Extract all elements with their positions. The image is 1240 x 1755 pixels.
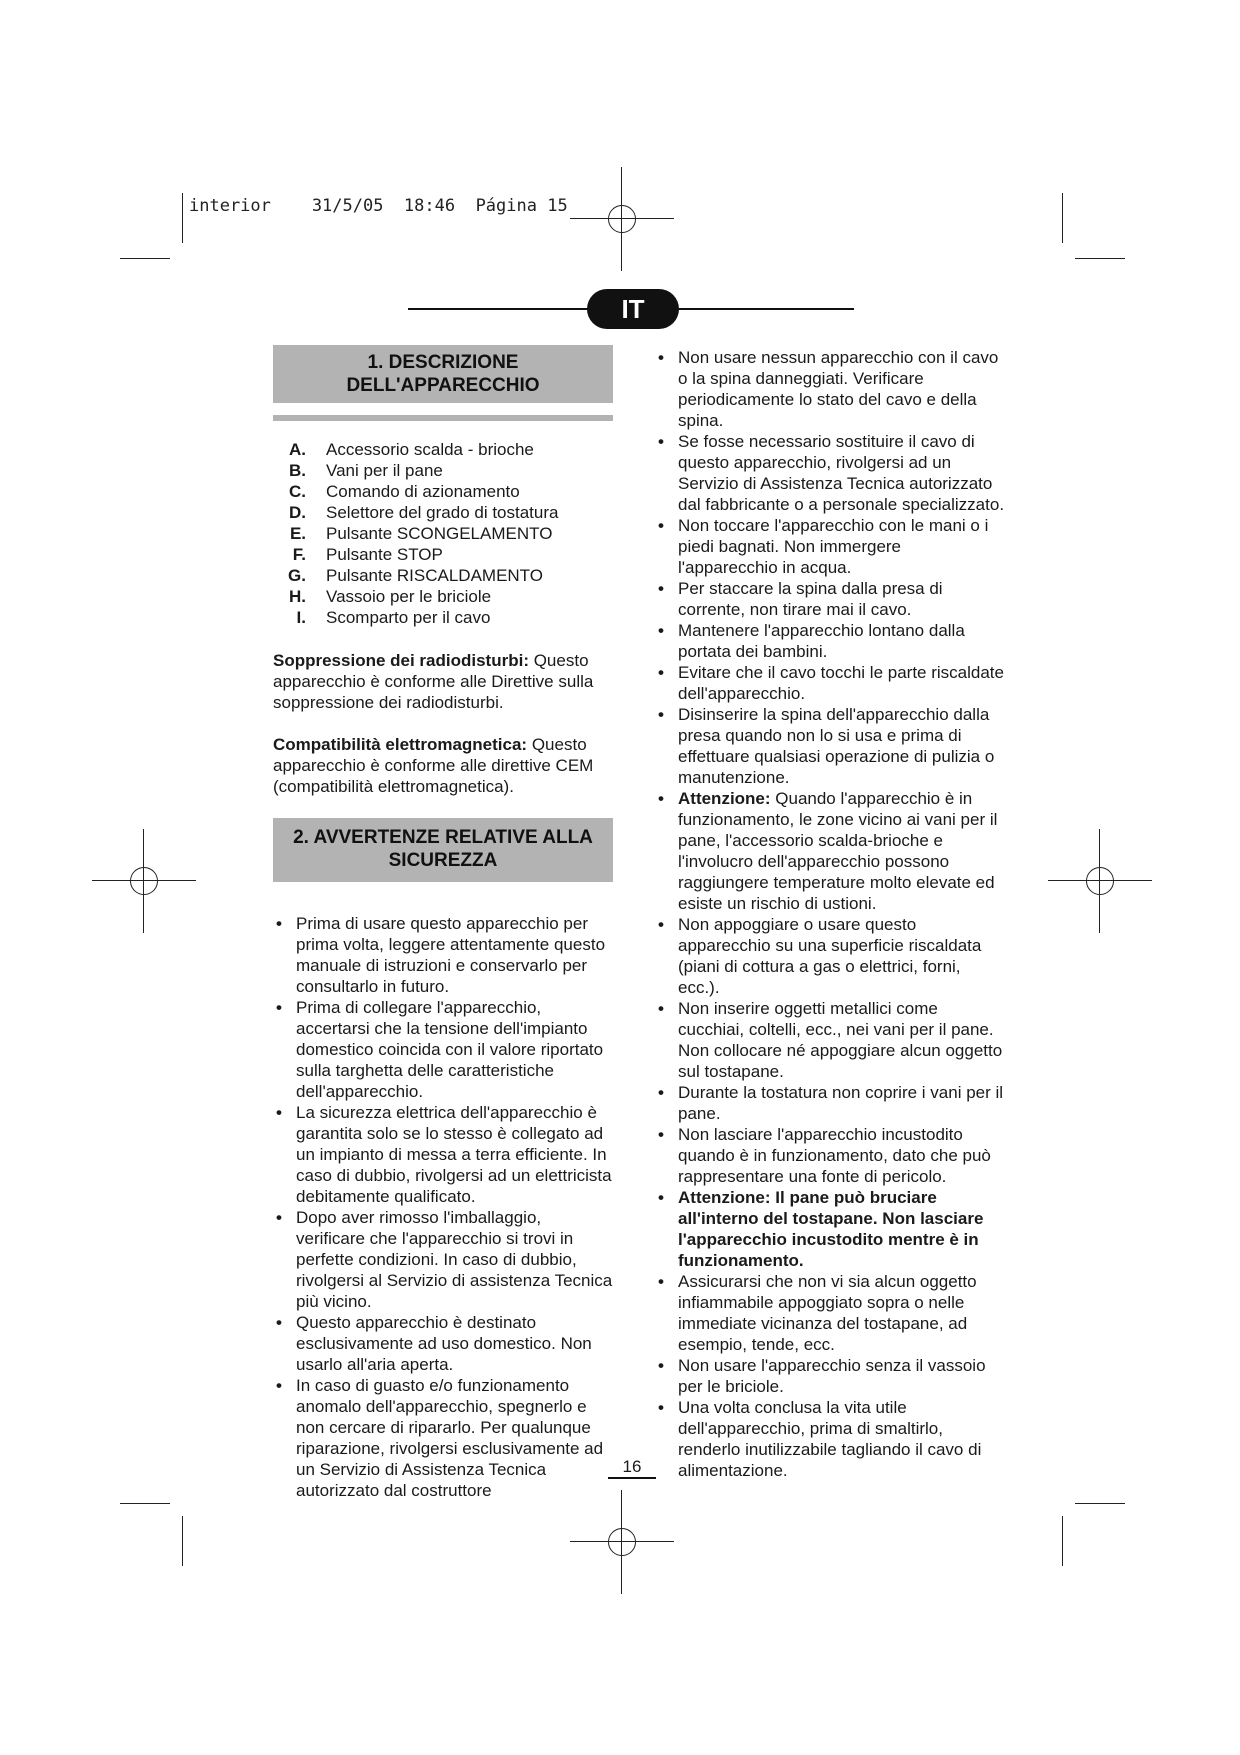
safety-item-text: Per staccare la spina dalla presa di corrente, non tirare mai il cavo. — [678, 579, 943, 619]
section-rule — [273, 415, 613, 421]
safety-item: • La sicurezza elettrica dell'apparecchio è garantita solo se lo stesso è collegato ad un impianto di messa a terra efficiente. In caso di dubbio, rivolgersi ad un elettricista debitamente qualificato. — [273, 1102, 613, 1207]
part-key: A. — [289, 440, 306, 459]
parts-list — [273, 439, 613, 628]
safety-item-text: Non usare l'apparecchio senza il vassoio per le briciole. — [678, 1356, 986, 1396]
crop-mark — [182, 193, 183, 243]
section2-title-line2: SICUREZZA — [388, 850, 498, 871]
note-text: Questo apparecchio è conforme alle direttive CEM (compatibilità elettromagnetica). — [273, 735, 594, 796]
language-badge: IT — [587, 289, 679, 329]
safety-item — [655, 788, 1005, 914]
part-label: Vassoio per le briciole — [326, 587, 492, 606]
part-item — [273, 460, 613, 481]
safety-item-text: Una volta conclusa la vita utile dell'apparecchio, prima di smaltirlo, renderlo inutilizzabile tagliando il cavo di alimentazione. — [678, 1398, 982, 1480]
registration-mark-right — [1048, 829, 1152, 933]
section2-title — [273, 818, 613, 878]
safety-item — [655, 578, 1005, 620]
part-item — [273, 481, 613, 502]
crop-mark — [1075, 1503, 1125, 1504]
safety-item: • Attenzione: Il pane può bruciare all'interno del tostapane. Non lasciare l'apparecchio incustodito mentre è in funzionamento. — [655, 1187, 1005, 1271]
safety-item — [655, 1271, 1005, 1355]
part-key: F. — [292, 545, 306, 564]
part-label: Pulsante RISCALDAMENTO — [326, 566, 543, 585]
part-key: G. — [288, 566, 306, 585]
safety-item-text: Evitare che il cavo tocchi le parte riscaldate dell'apparecchio. — [678, 663, 1004, 703]
safety-item — [655, 914, 1005, 998]
note-text: Questo apparecchio è conforme alle Direttive sulla soppressione dei radiodisturbi. — [273, 651, 594, 712]
safety-item — [655, 1082, 1005, 1124]
part-label: Pulsante SCONGELAMENTO — [326, 524, 553, 543]
part-label: Comando di azionamento — [326, 482, 520, 501]
part-key: I. — [296, 608, 306, 627]
safety-item-text: Non usare nessun apparecchio con il cavo o la spina danneggiati. Verificare periodicamente lo stato del cavo e della spina. — [678, 348, 999, 430]
note-heading: Soppressione dei radiodisturbi: — [273, 651, 529, 670]
part-label: Pulsante STOP — [326, 545, 443, 564]
safety-item: • In caso di guasto e/o funzionamento anomalo dell'apparecchio, spegnerlo e non cercare di ripararlo. Per qualunque riparazione, rivolgersi esclusivamente ad un Servizio di Assistenza Tecnica autorizzato dal costruttore — [273, 1375, 613, 1501]
crop-mark — [182, 1516, 183, 1566]
section1-title: 1. DESCRIZIONE DELL'APPARECCHIO — [273, 345, 613, 403]
left-column — [273, 345, 613, 1501]
section2-title-line1: 2. AVVERTENZE RELATIVE ALLA — [293, 827, 593, 848]
crop-mark — [1062, 193, 1063, 243]
safety-item — [655, 704, 1005, 788]
safety-item-text: Non toccare l'apparecchio con le mani o i piedi bagnati. Non immergere l'apparecchio in acqua. — [678, 516, 989, 577]
part-item — [273, 502, 613, 523]
safety-item-text: Mantenere l'apparecchio lontano dalla portata dei bambini. — [678, 621, 965, 661]
safety-item-text: Assicurarsi che non vi sia alcun oggetto infiammabile appoggiato sopra o nelle immediate vicinanza del tostapane, ad esempio, tende, ecc. — [678, 1272, 977, 1354]
part-key: D. — [289, 503, 306, 522]
safety-item: • Dopo aver rimosso l'imballaggio, verificare che l'apparecchio si trovi in perfette condizioni. In caso di dubbio, rivolgersi al Servizio di assistenza Tecnica più vicino. — [273, 1207, 613, 1312]
safety-item-text: Durante la tostatura non coprire i vani per il pane. — [678, 1083, 1004, 1123]
note-emc — [273, 734, 613, 797]
safety-item: • Prima di usare questo apparecchio per prima volta, leggere attentamente questo manuale di istruzioni e conservarlo per consultarlo in futuro. — [273, 913, 613, 997]
safety-list-left — [273, 913, 613, 1501]
right-column — [655, 347, 1005, 1481]
note-heading: Compatibilità elettromagnetica: — [273, 735, 528, 754]
safety-item-text: Non appoggiare o usare questo apparecchio su una superficie riscaldata (piani di cottura a gas o elettrici, forni, ecc.). — [678, 915, 982, 997]
safety-list-right — [655, 347, 1005, 1481]
safety-item — [655, 347, 1005, 431]
safety-item — [655, 1124, 1005, 1187]
safety-item — [655, 515, 1005, 578]
safety-item — [655, 662, 1005, 704]
part-item — [273, 565, 613, 586]
part-label: Accessorio scalda - brioche — [326, 440, 534, 459]
part-key: C. — [289, 482, 306, 501]
safety-item-text: Se fosse necessario sostituire il cavo di questo apparecchio, rivolgersi ad un Servizio di Assistenza Tecnica autorizzato dal fabbricante o a personale specializzato. — [678, 432, 1005, 514]
part-item — [273, 523, 613, 544]
safety-item-text: Disinserire la spina dell'apparecchio dalla presa quando non lo si usa e prima di effettuare qualsiasi operazione di pulizia o manutenzione. — [678, 705, 995, 787]
safety-item: • Questo apparecchio è destinato esclusivamente ad uso domestico. Non usarlo all'aria aperta. — [273, 1312, 613, 1375]
crop-mark — [120, 1503, 170, 1504]
page-number: 16 — [608, 1456, 656, 1479]
registration-mark-left — [92, 829, 196, 933]
safety-item — [655, 431, 1005, 515]
part-item — [273, 586, 613, 607]
print-slug: interior 31/5/05 18:46 Página 15 — [189, 196, 568, 216]
crop-mark — [1062, 1516, 1063, 1566]
section-rule — [273, 878, 613, 882]
safety-item — [655, 1355, 1005, 1397]
part-label: Scomparto per il cavo — [326, 608, 491, 627]
safety-item-text: Non lasciare l'apparecchio incustodito quando è in funzionamento, dato che può rappresentare una fonte di pericolo. — [678, 1125, 991, 1186]
note-radio-interference — [273, 650, 613, 713]
part-key: E. — [289, 524, 306, 543]
part-item — [273, 607, 613, 628]
registration-mark-top — [570, 167, 674, 271]
part-item — [273, 439, 613, 460]
safety-item — [655, 1397, 1005, 1481]
safety-item — [655, 998, 1005, 1082]
part-label: Vani per il pane — [326, 461, 443, 480]
part-key: H. — [289, 587, 306, 606]
safety-item — [655, 620, 1005, 662]
part-label: Selettore del grado di tostatura — [326, 503, 559, 522]
crop-mark — [1075, 258, 1125, 259]
safety-item-heading: Attenzione: — [678, 789, 771, 808]
crop-mark — [120, 258, 170, 259]
safety-item-text: Quando l'apparecchio è in funzionamento, le zone vicino ai vani per il pane, l'accessorio scalda-brioche e l'involucro dell'apparecchio possono raggiungere temperature molto elevate ed esiste un rischio di ustioni. — [678, 789, 998, 913]
safety-item: • Prima di collegare l'apparecchio, accertarsi che la tensione dell'impianto domestico coincida con il valore riportato sulla targhetta delle caratteristiche dell'apparecchio. — [273, 997, 613, 1102]
safety-item-text: Non inserire oggetti metallici come cucchiai, coltelli, ecc., nei vani per il pane. Non collocare né appoggiare alcun oggetto sul tostapane. — [678, 999, 1003, 1081]
part-key: B. — [289, 461, 306, 480]
registration-mark-bottom — [570, 1490, 674, 1594]
part-item — [273, 544, 613, 565]
